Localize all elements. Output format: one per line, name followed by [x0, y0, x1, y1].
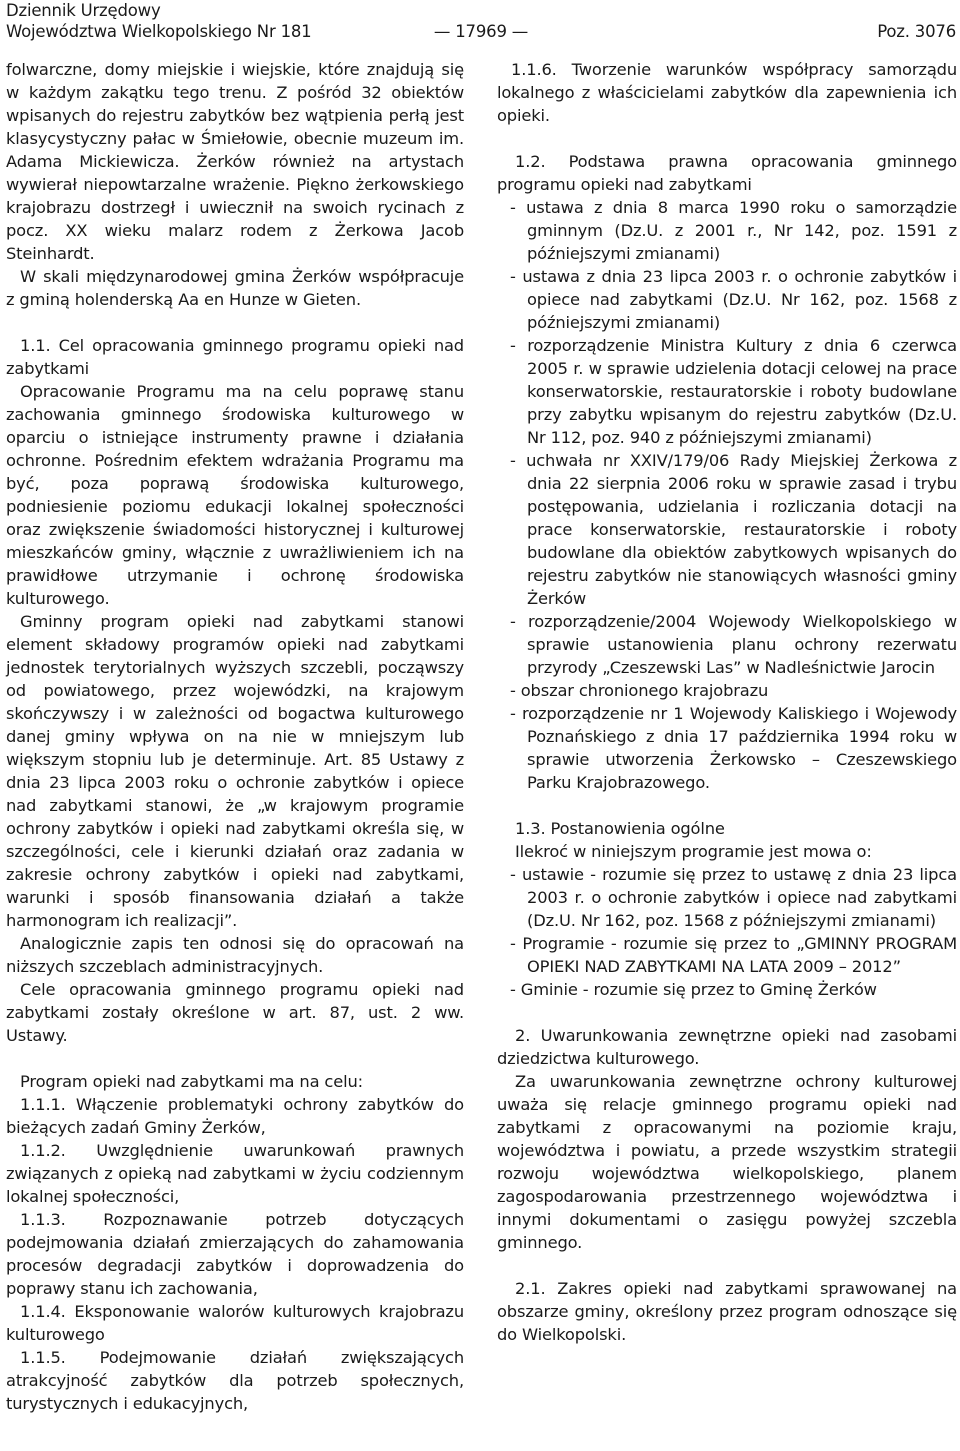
- paragraph: Ilekroć w niniejszym programie jest mowa o:: [515, 842, 872, 861]
- definition-item: - ustawie - rozumie się przez to ustawę z dnia 23 lipca 2003 r. o ochronie zabytków i opiece nad zabytkami (Dz.U. Nr 162, poz. 1568 z późniejszymi zmianami): [510, 865, 957, 930]
- list-item: 1.1.2. Uwzględnienie uwarunkowań prawnych związanych z opieką nad zabytkami w życiu codziennym lokalnej społeczności,: [6, 1141, 464, 1206]
- law-list-item: - uchwała nr XXIV/179/06 Rady Miejskiej Żerkowa z dnia 22 sierpnia 2006 roku w sprawie zasad i trybu postępowania, udzielania i rozliczania dotacji na prace konserwatorskie, restauratorskie i roboty budowlane dla obiektów zabytkowych wpisanych do rejestru zabytków nie stanowiących własności gminy Żerków: [510, 451, 957, 608]
- definition-item: - Gminie - rozumie się przez to Gminę Żerków: [510, 980, 877, 999]
- section-heading: 1.3. Postanowienia ogólne: [515, 819, 725, 838]
- journal-subtitle: Województwa Wielkopolskiego Nr 181: [6, 22, 312, 41]
- paragraph: Za uwarunkowania zewnętrzne ochrony kulturowej uważa się relacje gminnego programu opieki nad zabytkami z opracowanymi na poziomie kraju, województwa i powiatu, a przede wszystkim strategii rozwoju województwa wielkopolskiego, planem zagospodarowania przestrzennego województwa i innymi dokumentami o zasięgu powyżej szczebla gminnego.: [497, 1072, 957, 1252]
- paragraph: Opracowanie Programu ma na celu poprawę stanu zachowania gminnego środowiska kulturowego w oparciu o istniejące instrumenty prawne i działania ochronne. Pośrednim efektem wdrażania Programu ma być, poza poprawą środowiska kulturowego, podniesienie poziomu edukacji lokalnej społeczności oraz zwiększenie świadomości historycznej i kulturowej mieszkańców gminy, włącznie z uwrażliwieniem ich na prawidłowe utrzymanie i ochronę środowiska kulturowego.: [6, 382, 464, 608]
- section-heading: 1.2. Podstawa prawna opracowania gminnego programu opieki nad zabytkami: [497, 152, 957, 194]
- left-column: [6, 58, 464, 1415]
- position-number: Poz. 3076: [877, 22, 956, 41]
- definition-item: - Programie - rozumie się przez to „GMINNY PROGRAM OPIEKI NAD ZABYTKAMI NA LATA 2009 – 2012”: [510, 934, 957, 976]
- journal-title: Dziennik Urzędowy: [6, 1, 161, 20]
- paragraph: Gminny program opieki nad zabytkami stanowi element składowy programów opieki nad zabytkami jednostek terytorialnych wyższych szczebli, począwszy od powiatowego, przez wojewódzki, na krajowym skończywszy i w zależności od bogactwa kulturowego danej gminy wpływa on na nie w mniejszym lub większym stopniu lub je determinuje. Art. 85 Ustawy z dnia 23 lipca 2003 roku o ochronie zabytków i opiece nad zabytkami stanowi, że „w krajowym programie ochrony zabytków i opieki nad zabytkami określa się, w szczególności, cele i kierunki działań oraz zadania w zakresie ochrony zabytków i opieki nad zabytkami, warunki i sposób finansowania działań a także harmonogram ich realizacji”.: [6, 612, 464, 930]
- section-heading: 1.1. Cel opracowania gminnego programu opieki nad zabytkami: [6, 336, 464, 378]
- list-item: 1.1.5. Podejmowanie działań zwiększających atrakcyjność zabytków dla potrzeb społecznych, turystycznych i edukacyjnych,: [6, 1348, 464, 1413]
- paragraph: Cele opracowania gminnego programu opieki nad zabytkami zostały określone w art. 87, ust. 2 ww. Ustawy.: [6, 980, 464, 1045]
- page-header: [6, 0, 956, 42]
- paragraph: folwarczne, domy miejskie i wiejskie, które znajdują się w każdym zakątku tego trenu. Z pośród 32 obiektów wpisanych do rejestru zabytków bez wątpienia perłą jest klasycystyczny pałac w Śmiełowie, obecnie muzeum im. Adama Mickiewicza. Żerków również na artystach wywierał niepowtarzalne wrażenie. Piękno żerkowskiego krajobrazu dostrzegł i uwiecznił na swoich rycinach z pocz. XX wieku malarz rodem z Żerkowa Jacob Steinhardt.: [6, 60, 464, 263]
- law-list-item: - rozporządzenie/2004 Wojewody Wielkopolskiego w sprawie ustanowienia planu ochrony rezerwatu przyrody „Czeszewski Las” w Nadleśnictwie Jarocin: [510, 612, 957, 677]
- paragraph: Analogicznie zapis ten odnosi się do opracowań na niższych szczeblach administracyjnych.: [6, 934, 464, 976]
- list-item: 1.1.4. Eksponowanie walorów kulturowych krajobrazu kulturowego: [6, 1302, 464, 1344]
- section-heading: 2.1. Zakres opieki nad zabytkami sprawowanej na obszarze gminy, określony przez program odnoszące się do Wielkopolski.: [497, 1279, 957, 1344]
- list-item: 1.1.1. Włączenie problematyki ochrony zabytków do bieżących zadań Gminy Żerków,: [6, 1095, 464, 1137]
- paragraph: Program opieki nad zabytkami ma na celu:: [20, 1072, 363, 1091]
- law-list-item: - rozporządzenie Ministra Kultury z dnia 6 czerwca 2005 r. w sprawie udzielenia dotacji celowej na prace konserwatorskie, restauratorskie i roboty budowlane przy zabytku wpisanym do rejestru zabytków (Dz.U. Nr 112, poz. 940 z późniejszymi zmianami): [510, 336, 957, 447]
- right-column: [497, 58, 957, 1346]
- page-number: — 17969 —: [433, 22, 529, 41]
- list-item: 1.1.6. Tworzenie warunków współpracy samorządu lokalnego z właścicielami zabytków dla zapewnienia ich opieki.: [497, 60, 957, 125]
- law-list-item: - ustawa z dnia 8 marca 1990 roku o samorządzie gminnym (Dz.U. z 2001 r., Nr 142, poz. 1591 z późniejszymi zmianami): [510, 198, 957, 263]
- law-list-item: - ustawa z dnia 23 lipca 2003 r. o ochronie zabytków i opiece nad zabytkami (Dz.U. Nr 162, poz. 1568 z późniejszymi zmianami): [510, 267, 957, 332]
- law-list-item: - rozporządzenie nr 1 Wojewody Kaliskiego i Wojewody Poznańskiego z dnia 17 października 1994 roku w sprawie utworzenia Żerkowsko – Czeszewskiego Parku Krajobrazowego.: [510, 704, 957, 792]
- section-heading: 2. Uwarunkowania zewnętrzne opieki nad zasobami dziedzictwa kulturowego.: [497, 1026, 957, 1068]
- list-item: 1.1.3. Rozpoznawanie potrzeb dotyczących podejmowania działań zmierzających do zahamowania procesów degradacji zabytków i doprowadzenia do poprawy stanu ich zachowania,: [6, 1210, 464, 1298]
- paragraph: W skali międzynarodowej gmina Żerków współpracuje z gminą holenderską Aa en Hunze w Gieten.: [6, 267, 464, 309]
- law-list-item: - obszar chronionego krajobrazu: [510, 681, 769, 700]
